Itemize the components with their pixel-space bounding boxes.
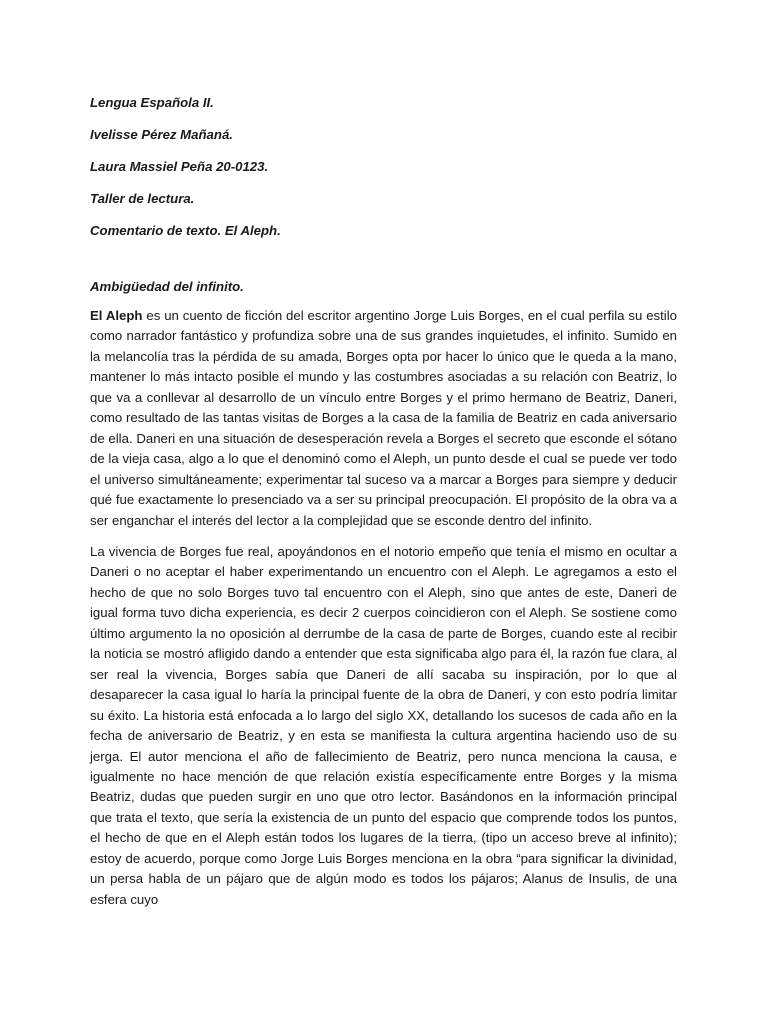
document-body	[90, 306, 677, 921]
assignment-title: Comentario de texto. El Aleph.	[90, 223, 281, 238]
paragraph: La vivencia de Borges fue real, apoyándonos en el notorio empeño que tenía el mismo en ocultar a Daneri o no aceptar el haber experimentando un encuentro con el Aleph. Le agregamos a esto el hecho de que no solo Borges tuvo tal encuentro con el Aleph, sino que antes de este, Daneri de igual forma tuvo dicha experiencia, es decir 2 cuerpos coincidieron con el Aleph. Se sostiene como último argumento la no oposición al derrumbe de la casa de parte de Borges, cuando este al recibir la noticia se mostró afligido dando a entender que esta significaba algo para él, la razón fue clara, al ser real la vivencia, Borges sabía que Daneri de allí sacaba su inspiración, por lo que al desaparecer la casa igual lo haría la principal fuente de la obra de Daneri, y con esto podría limitar su éxito. La historia está enfocada a lo largo del siglo XX, detallando los sucesos de cada año en la fecha de aniversario de Beatriz, y en esta se manifiesta la cultura argentina haciendo uso de su jerga. El autor menciona el año de fallecimiento de Beatriz, pero nunca menciona la causa, e igualmente no hace mención de que relación existía específicamente entre Borges y la misma Beatriz, dudas que pueden surgir en uno que otro lector. Basándonos en la información principal que trata el texto, que sería la existencia de un punto del espacio que comprende todos los puntos, el hecho de que en el Aleph están todos los lugares de la tierra, (tipo un acceso breve al infinito); estoy de acuerdo, porque como Jorge Luis Borges menciona en la obra “para significar la divinidad, un persa habla de un pájaro que de algún modo es todos los pájaros; Alanus de Insulis, de una esfera cuyo	[90, 543, 677, 907]
section-title: Ambigüedad del infinito.	[90, 279, 244, 294]
paragraph-text: es un cuento de ficción del escritor argentino Jorge Luis Borges, en el cual perfila su estilo como narrador fantástico y profundiza sobre una de sus grandes inquietudes, el infinito. Sumido en la melancolía tras la pérdida de su amada, Borges opta por hacer lo único que le queda a la mano, mantener lo más intacto posible el mundo y las costumbres asociadas a su relación con Beatriz, lo que va a conllevar al desarrollo de un vínculo entre Borges y el primo hermano de Beatriz, Daneri, como resultado de las tantas visitas de Borges a la casa de la familia de Beatriz en cada aniversario de ella. Daneri en una situación de desesperación revela a Borges el secreto que esconde el sótano de la vieja casa, algo a lo que el denominó como el Aleph, un punto desde el cual se puede ver todo el universo simultáneamente; experimentar tal suceso va a marcar a Borges para siempre y deducir qué fue exactamente lo presenciado va a ser su principal preocupación. El propósito de la obra va a ser enganchar el interés del lector a la complejidad que se esconde dentro del infinito.	[90, 308, 677, 528]
document-header	[90, 92, 680, 252]
course-name: Lengua Española II.	[90, 95, 214, 110]
professor-name: Ivelisse Pérez Mañaná.	[90, 127, 233, 142]
assignment-type: Taller de lectura.	[90, 191, 195, 206]
paragraph-lead: El Aleph	[90, 308, 143, 323]
paragraph	[90, 306, 677, 531]
student-name-id: Laura Massiel Peña 20-0123.	[90, 159, 269, 174]
